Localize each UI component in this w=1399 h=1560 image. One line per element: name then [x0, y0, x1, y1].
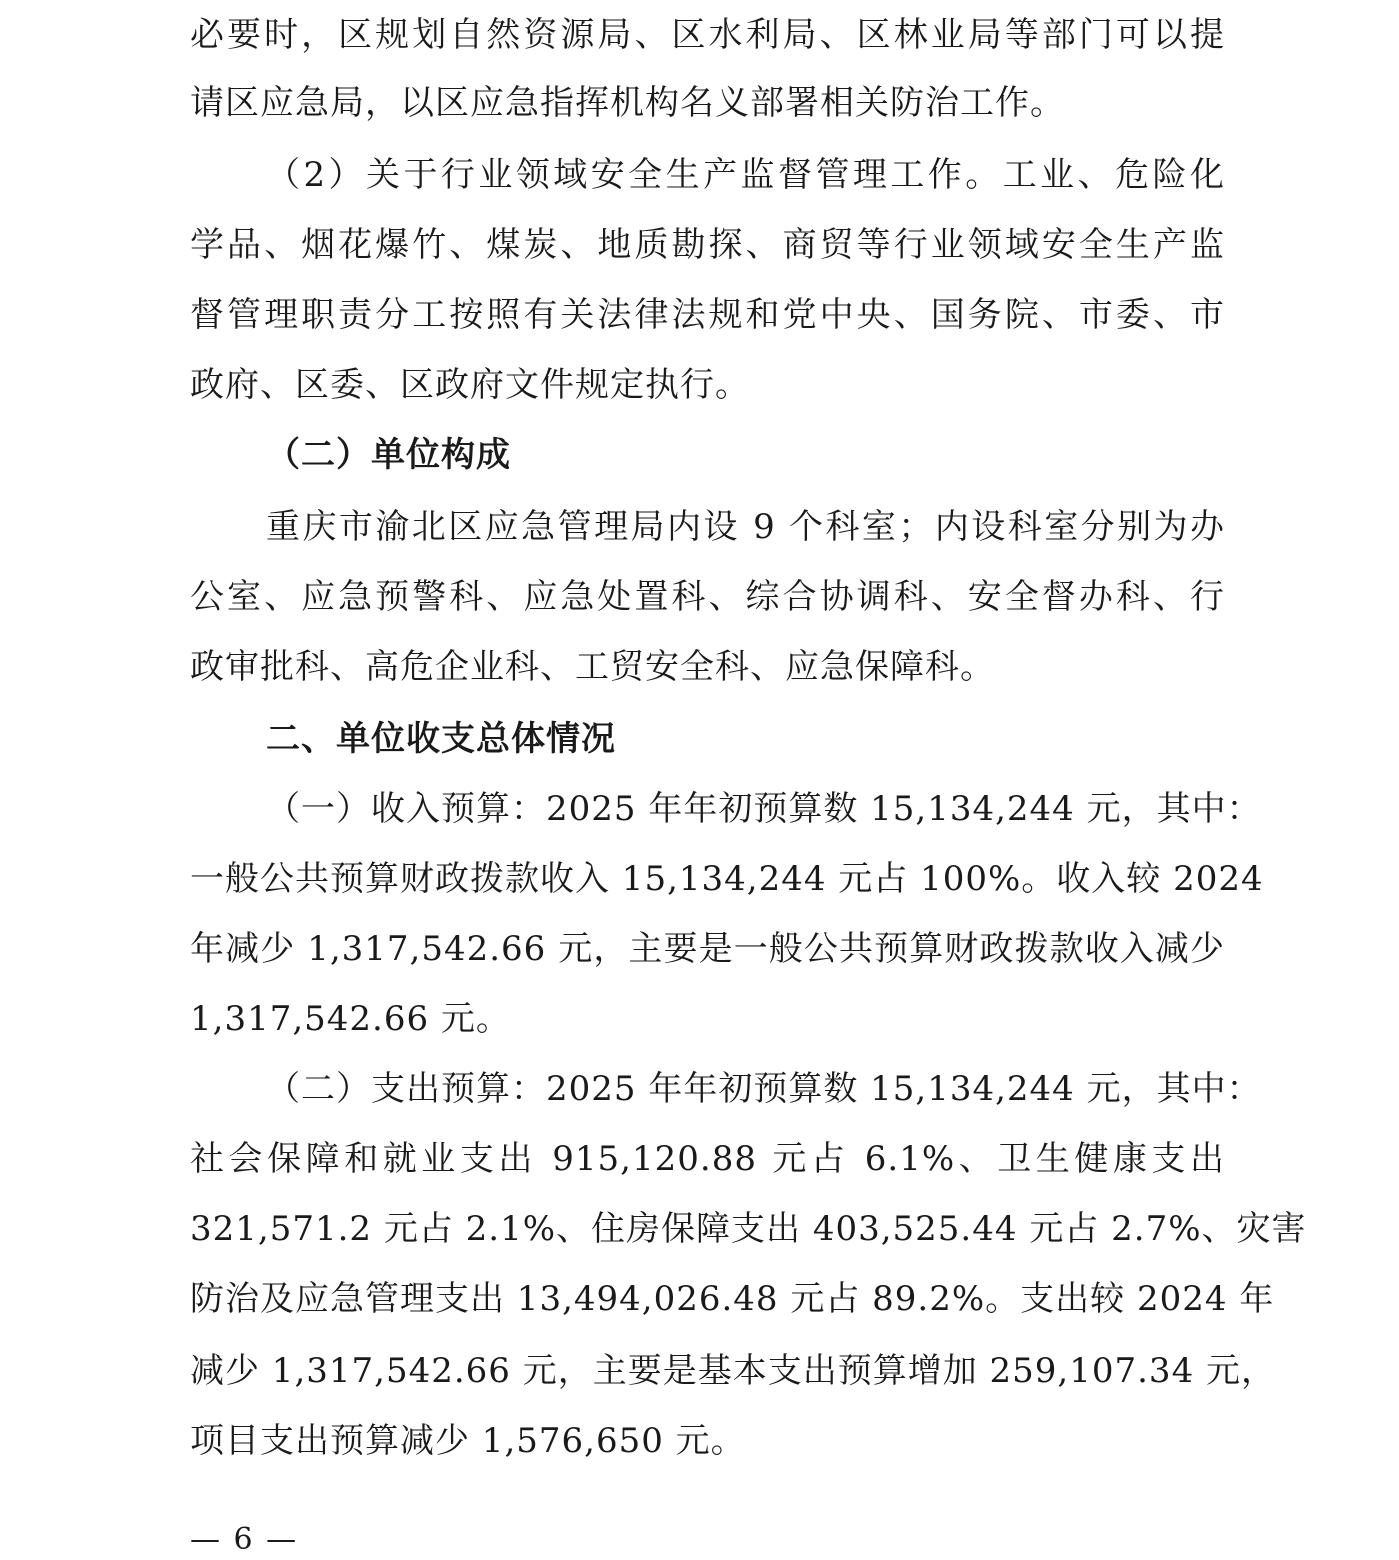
paragraph-line-8: 重庆市渝北区应急管理局内设 9 个科室；内设科室分别为办	[266, 507, 1225, 547]
paragraph-line-1: 必要时，区规划自然资源局、区水利局、区林业局等部门可以提	[190, 15, 1225, 55]
section-heading-income-expenditure: 二、单位收支总体情况	[266, 719, 616, 759]
paragraph-line-13: 一般公共预算财政拨款收入 15,134,244 元占 100%。收入较 2024	[190, 859, 1264, 899]
paragraph-line-19: 防治及应急管理支出 13,494,026.48 元占 89.2%。支出较 2024 年	[190, 1279, 1275, 1319]
paragraph-line-15: 1,317,542.66 元。	[190, 999, 511, 1039]
paragraph-line-17: 社会保障和就业支出 915,120.88 元占 6.1%、卫生健康支出	[190, 1139, 1225, 1179]
page-number: — 6 —	[190, 1522, 299, 1557]
paragraph-line-21: 项目支出预算减少 1,576,650 元。	[190, 1421, 746, 1461]
paragraph-line-3: （2）关于行业领域安全生产监督管理工作。工业、危险化	[266, 155, 1225, 195]
paragraph-line-5: 督管理职责分工按照有关法律法规和党中央、国务院、市委、市	[190, 295, 1225, 335]
paragraph-line-14: 年减少 1,317,542.66 元，主要是一般公共预算财政拨款收入减少	[190, 929, 1225, 969]
paragraph-line-4: 学品、烟花爆竹、煤炭、地质勘探、商贸等行业领域安全生产监	[190, 225, 1225, 265]
paragraph-line-6: 政府、区委、区政府文件规定执行。	[190, 365, 750, 405]
paragraph-line-9: 公室、应急预警科、应急处置科、综合协调科、安全督办科、行	[190, 577, 1225, 617]
paragraph-line-12: （一）收入预算：2025 年年初预算数 15,134,244 元，其中：	[266, 789, 1262, 829]
paragraph-line-20: 减少 1,317,542.66 元，主要是基本支出预算增加 259,107.34 元，	[190, 1351, 1277, 1391]
paragraph-line-2: 请区应急局，以区应急指挥机构名义部署相关防治工作。	[190, 83, 1065, 123]
paragraph-line-16: （二）支出预算：2025 年年初预算数 15,134,244 元，其中：	[266, 1069, 1262, 1109]
subheading-unit-composition: （二）单位构成	[266, 435, 511, 475]
paragraph-line-18: 321,571.2 元占 2.1%、住房保障支出 403,525.44 元占 2.7%、灾害	[190, 1209, 1307, 1249]
paragraph-line-10: 政审批科、高危企业科、工贸安全科、应急保障科。	[190, 647, 995, 687]
